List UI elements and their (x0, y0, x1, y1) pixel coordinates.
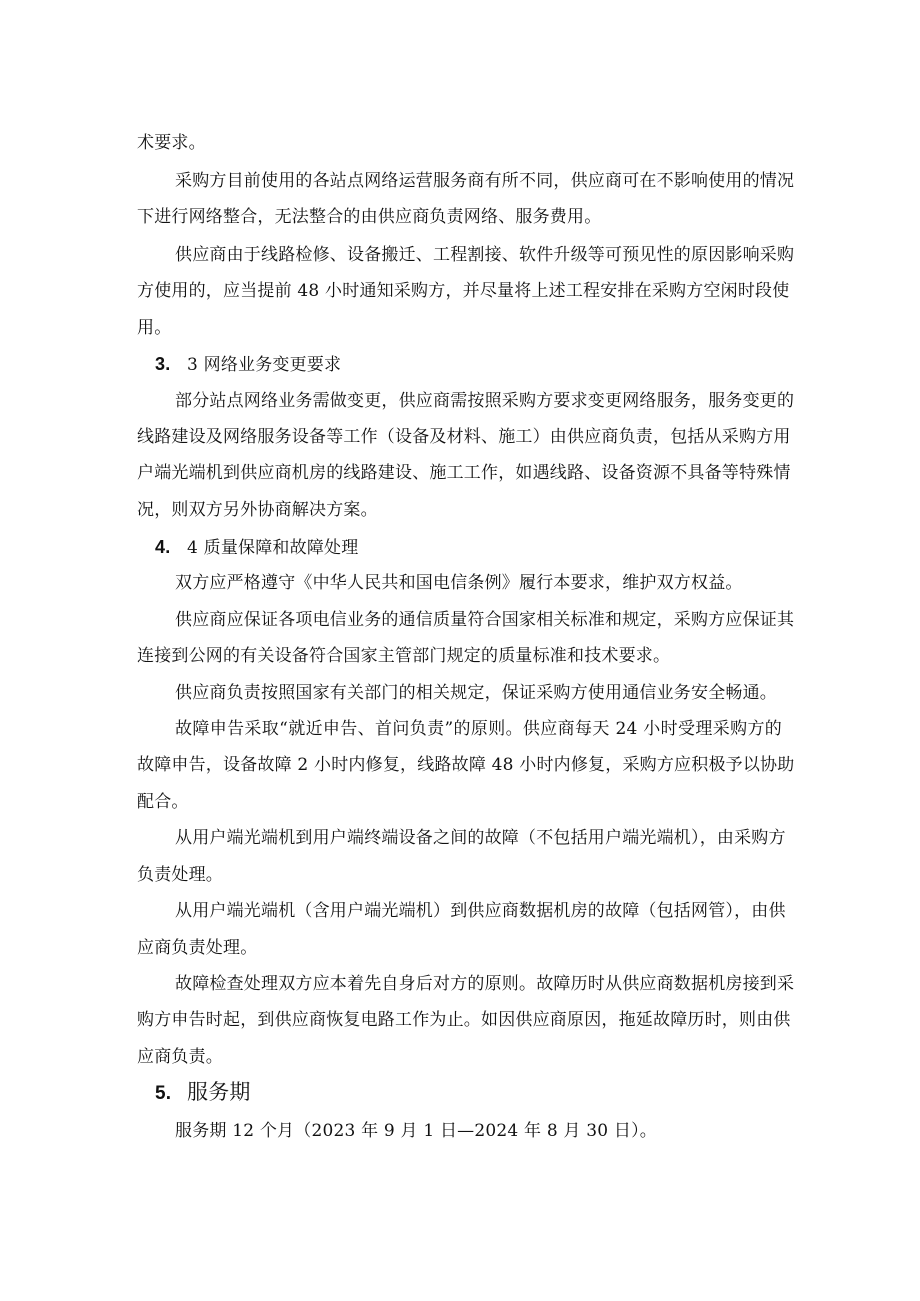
section-number: 4. (155, 537, 171, 557)
section-title: 3 网络业务变更要求 (187, 355, 342, 375)
paragraph-line: 应商负责处理。 (137, 938, 258, 958)
paragraph-line: 故障申告，设备故障 2 小时内修复，线路故障 48 小时内修复，采购方应积极予以协助 (137, 755, 795, 775)
paragraph-line: 方使用的，应当提前 48 小时通知采购方，并尽量将上述工程安排在采购方空闲时段使 (137, 281, 790, 301)
section-title: 4 质量保障和故障处理 (187, 538, 359, 558)
paragraph-line: 采购方目前使用的各站点网络运营服务商有所不同，供应商可在不影响使用的情况 (175, 171, 795, 191)
paragraph-line: 况，则双方另外协商解决方案。 (137, 500, 378, 520)
paragraph-line: 户端光端机到供应商机房的线路建设、施工工作，如遇线路、设备资源不具备等特殊情 (137, 463, 791, 483)
paragraph-line: 用。 (137, 318, 172, 338)
section-number: 5. (155, 1083, 172, 1104)
paragraph-line: 配合。 (137, 792, 189, 812)
paragraph-line: 连接到公网的有关设备符合国家主管部门规定的质量标准和技术要求。 (137, 646, 671, 666)
paragraph-line: 应商负责。 (137, 1047, 223, 1067)
paragraph-line: 负责处理。 (137, 865, 223, 885)
section-heading (155, 1078, 251, 1108)
paragraph-line: 术要求。 (137, 133, 206, 153)
paragraph-line: 供应商应保证各项电信业务的通信质量符合国家相关标准和规定，采购方应保证其 (175, 610, 795, 630)
paragraph-line: 部分站点网络业务需做变更，供应商需按照采购方要求变更网络服务，服务变更的 (175, 391, 795, 411)
paragraph-line: 供应商由于线路检修、设备搬迁、工程割接、软件升级等可预见性的原因影响采购 (175, 245, 795, 265)
paragraph-line: 从用户端光端机（含用户端光端机）到供应商数据机房的故障（包括网管），由供 (175, 901, 786, 921)
section-heading (155, 353, 341, 376)
section-number: 3. (155, 354, 171, 374)
paragraph-line: 供应商负责按照国家有关部门的相关规定，保证采购方使用通信业务安全畅通。 (175, 683, 777, 703)
paragraph-line: 购方申告时起，到供应商恢复电路工作为止。如因供应商原因，拖延故障历时，则由供 (137, 1010, 791, 1030)
paragraph-line: 服务期 12 个月（2023 年 9 月 1 日—2024 年 8 月 30 日）。 (175, 1121, 657, 1141)
section-heading (155, 536, 358, 559)
paragraph-line: 双方应严格遵守《中华人民共和国电信条例》履行本要求，维护双方权益。 (175, 573, 743, 593)
paragraph-line: 故障检查处理双方应本着先自身后对方的原则。故障历时从供应商数据机房接到采 (175, 974, 795, 994)
paragraph-line: 下进行网络整合，无法整合的由供应商负责网络、服务费用。 (137, 207, 602, 227)
section-title: 服务期 (187, 1080, 251, 1104)
paragraph-line: 故障申告采取“就近申告、首问负责”的原则。供应商每天 24 小时受理采购方的 (175, 719, 782, 739)
paragraph-line: 线路建设及网络服务设备等工作（设备及材料、施工）由供应商负责，包括从采购方用 (137, 427, 791, 447)
paragraph-line: 从用户端光端机到用户端终端设备之间的故障（不包括用户端光端机），由采购方 (175, 828, 786, 848)
